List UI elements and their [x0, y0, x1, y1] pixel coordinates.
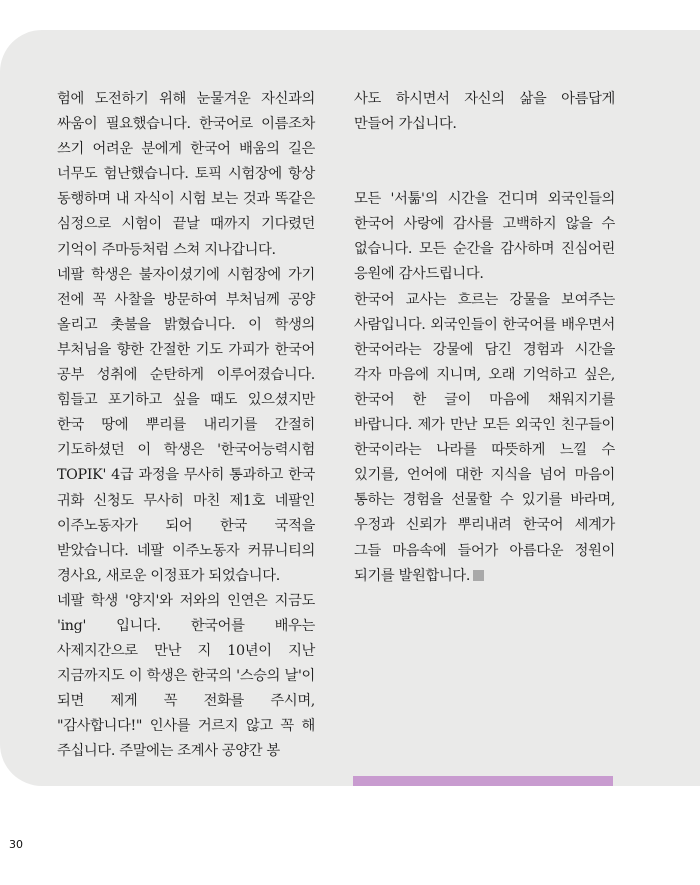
accent-bar: [353, 776, 613, 786]
paragraph-spacer: [354, 137, 615, 187]
end-of-article-icon: [473, 570, 484, 581]
page-number: 30: [9, 838, 23, 851]
article-paragraph: 모든 '서툶'의 시간을 건디며 외국인들의 한국어 사랑에 감사를 고백하지 않을 수 없습니다. 모든 순간을 감사하며 진심어린 응원에 감사드립니다.: [354, 191, 615, 283]
article-paragraph: 네팔 학생 '양지'와 저와의 인연은 지금도 'ing' 입니다. 한국어를 배우는 사제지간으로 만난 지 10년이 지난 지금까지도 이 학생은 한국의 '스승의 날'이 되면 제게 꼭 전화를 주시며, "감사합니다!" 인사를 거르지 않고 꼭 해 주십니다. 주말에는 조계사 공양간 봉: [57, 592, 315, 760]
article-left-column: [57, 87, 315, 765]
article-right-column: [354, 87, 615, 589]
article-paragraph: 험에 도전하기 위해 눈물겨운 자신과의 싸움이 필요했습니다. 한국어로 이름조차 쓰기 어려운 분에게 한국어 배움의 길은 너무도 험난했습니다. 토픽 시험장에 항상 동행하며 내 자식이 시험 보는 것과 똑같은 심정으로 시험이 끝날 때까지 기다렸던 기억이 주마등처럼 스쳐 지나갑니다.: [57, 91, 315, 258]
article-paragraph-text: 한국어 교사는 흐르는 강물을 보여주는 사람입니다. 외국인들이 한국어를 배우면서 한국어라는 강물에 담긴 경험과 시간을 각자 마음에 지니며, 오래 기억하고 싶은, 한국어 한 글이 마음에 채워지기를 바랍니다. 제가 만난 모든 외국인 친구들이 한국이라는 나라를 따뜻하게 느낄 수 있기를, 언어에 대한 지식을 넘어 마음이 통하는 경험을 선물할 수 있기를 바라며, 우정과 신뢰가 뿌리내려 한국어 세계가 그들 마음속에 들어가 아름다운 정원이 되기를 발원합니다.: [354, 291, 615, 584]
article-paragraph: 네팔 학생은 불자이셨기에 시험장에 가기 전에 꼭 사찰을 방문하여 부처님께 공양 올리고 촛불을 밝혔습니다. 이 학생의 부처님을 향한 간절한 기도 가피가 한국어 공부 성취에 순탄하게 이루어졌습니다. 힘들고 포기하고 싶을 때도 있으셨지만 한국 땅에 뿌리를 내리기를 간절히 기도하셨던 이 학생은 '한국어능력시험 TOPIK' 4급 과정을 무사히 통과하고 한국 귀화 신청도 무사히 마친 제1호 네팔인 이주노동자가 되어 한국 국적을 받았습니다. 네팔 이주노동자 커뮤니티의 경사요, 새로운 이정표가 되었습니다.: [57, 266, 315, 584]
article-paragraph: 사도 하시면서 자신의 삶을 아름답게 만들어 가십니다.: [354, 91, 615, 133]
article-paragraph: [354, 288, 615, 589]
